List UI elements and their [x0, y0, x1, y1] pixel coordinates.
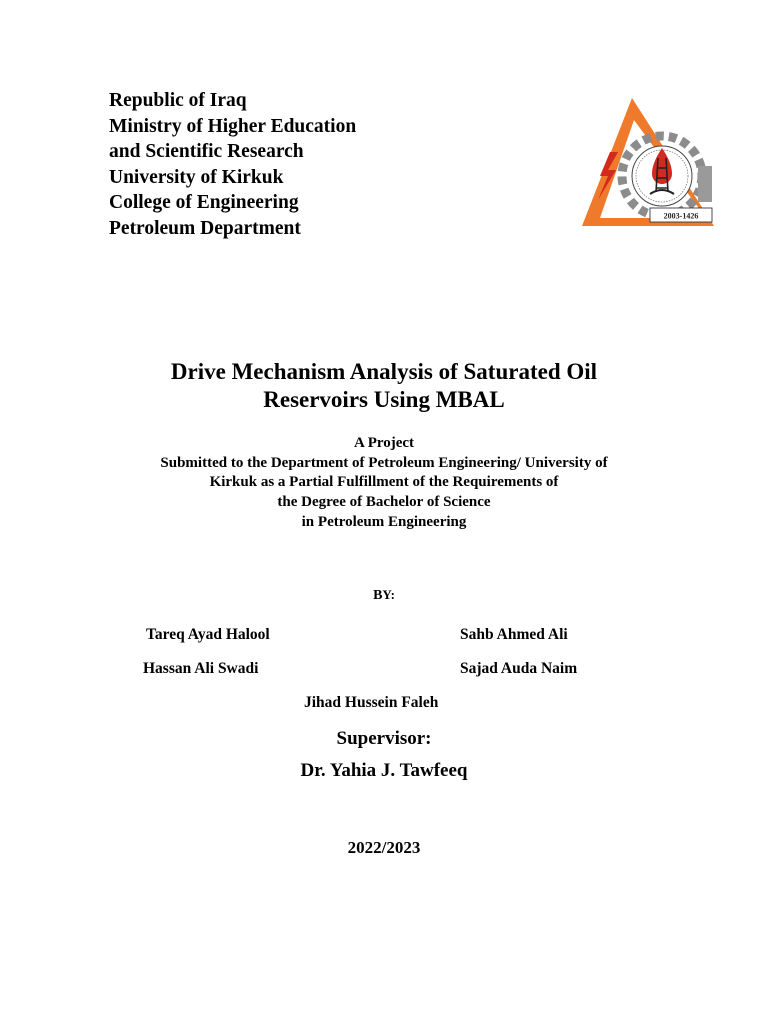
institution-line: Petroleum Department — [109, 217, 301, 239]
submission-statement — [0, 434, 768, 533]
academic-year: 2022/2023 — [347, 838, 421, 857]
institution-line: University of Kirkuk — [109, 166, 284, 188]
thesis-title — [0, 358, 768, 414]
university-emblem-icon — [580, 96, 716, 228]
by-heading — [0, 587, 768, 604]
institution-line: Republic of Iraq — [109, 90, 247, 111]
by-first-letter: B — [373, 588, 383, 603]
institution-line: and Scientific Research — [109, 141, 304, 163]
submission-line: Kirkuk as a Partial Fulfillment of the Requirements of — [209, 474, 559, 491]
by-rest: Y: — [382, 587, 395, 602]
author-name: Tareq Ayad Halool — [146, 626, 270, 643]
author-name: Jihad Hussein Faleh — [304, 694, 439, 711]
author-name: Sahb Ahmed Ali — [460, 626, 568, 643]
institution-block — [109, 88, 356, 242]
author-name: Sajad Auda Naim — [460, 660, 578, 677]
submission-line: the Degree of Bachelor of Science — [277, 494, 491, 511]
submission-line: Submitted to the Department of Petroleum Engineering/ University of — [160, 454, 608, 471]
author-name: Hassan Ali Swadi — [143, 660, 259, 677]
submission-line: A Project — [353, 435, 415, 451]
title-line-2: Reservoirs Using MBAL — [263, 387, 505, 412]
supervisor-label: Supervisor: — [336, 728, 432, 749]
submission-line: in Petroleum Engineering — [301, 513, 467, 530]
institution-line: College of Engineering — [109, 192, 299, 214]
institution-line: Ministry of Higher Education — [109, 115, 357, 137]
emblem-year: 2003-1426 — [663, 211, 699, 221]
title-line-1: Drive Mechanism Analysis of Saturated Oil — [170, 359, 598, 384]
supervisor-name: Dr. Yahia J. Tawfeeq — [300, 760, 468, 781]
